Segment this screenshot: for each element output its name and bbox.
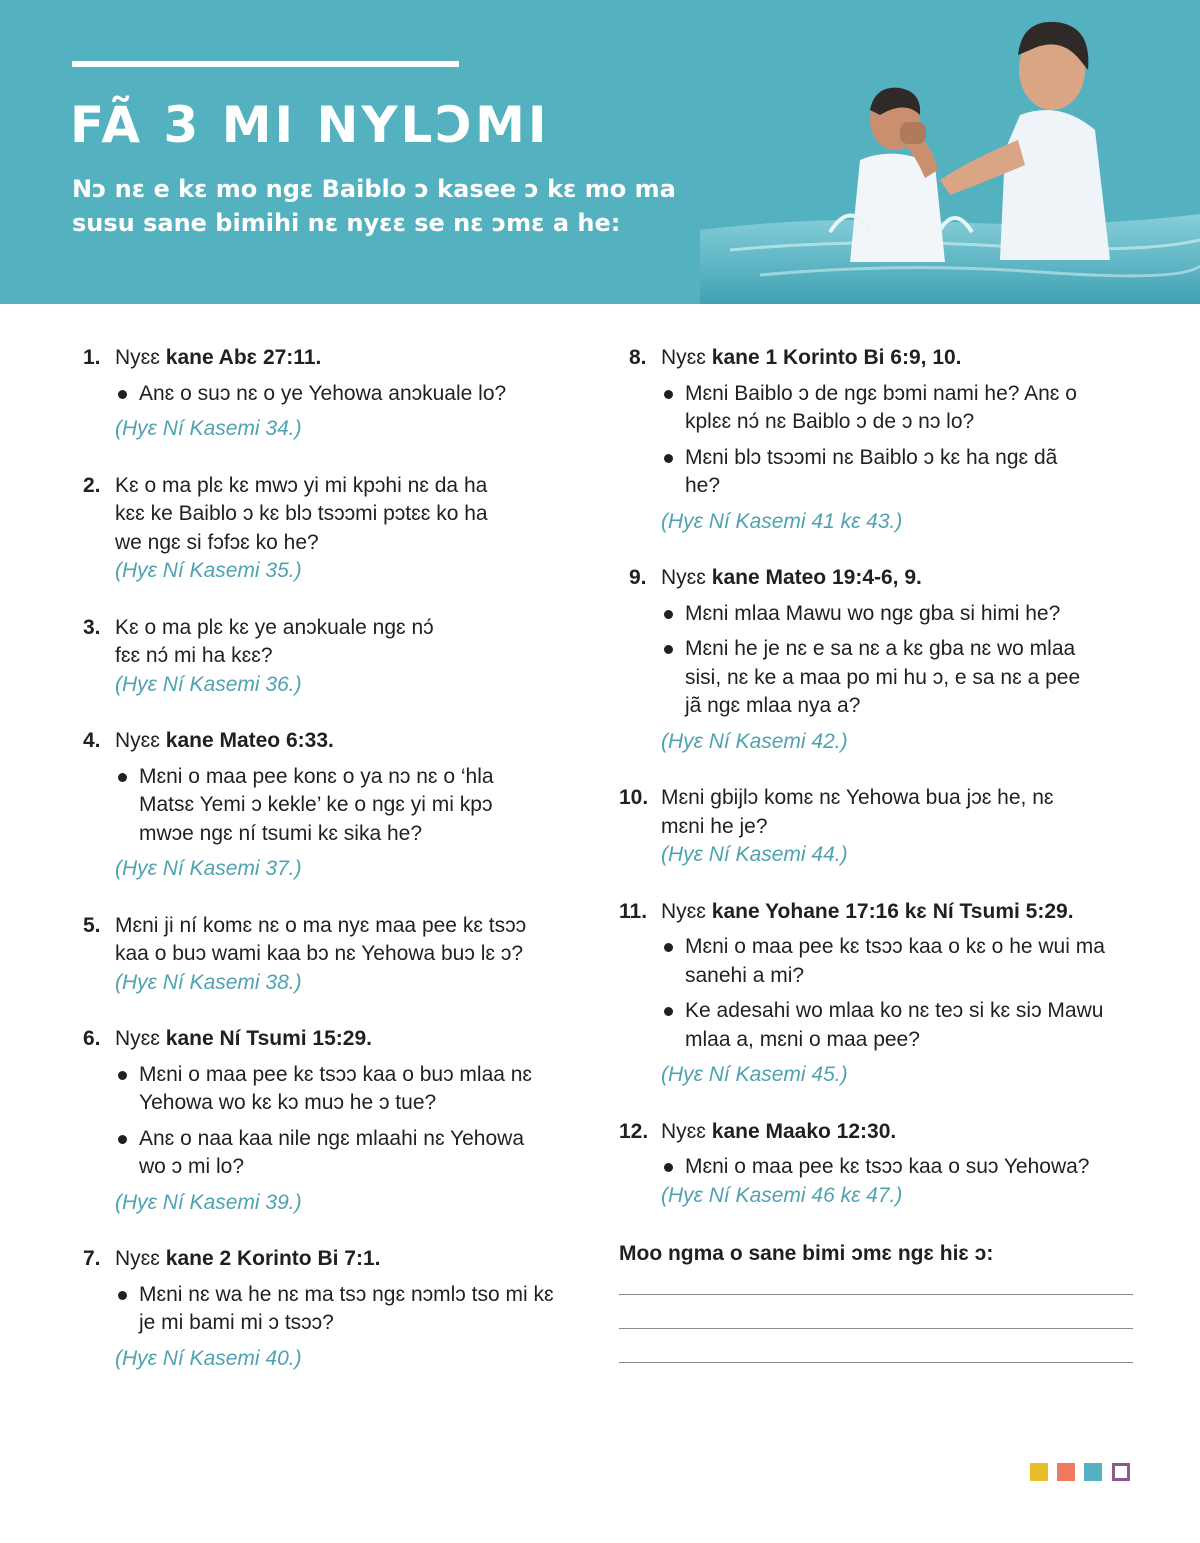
- question-8: [619, 344, 1139, 536]
- scripture-reference: kane Maako 12:30.: [711, 1119, 897, 1143]
- question-text: Nyɛɛ: [115, 1027, 166, 1050]
- question-text: Kɛ o ma plɛ kɛ ye anɔkuale ngɛ nɔ́ fɛɛ nɔ́ mi ha kɛɛ?: [115, 615, 434, 667]
- notes-label: Moo ngma o sane bimi ɔmɛ ngɛ hiɛ ɔ:: [619, 1242, 994, 1265]
- question-number: 5.: [83, 913, 101, 937]
- question-text: Nyɛɛ: [115, 346, 166, 369]
- question-5: [83, 912, 573, 998]
- question-number: 12.: [619, 1119, 649, 1143]
- questions-right-column: [619, 344, 1139, 1363]
- scripture-reference: kane 2 Korinto Bi 7:1.: [165, 1247, 381, 1270]
- question-bullet: Mɛni mlaa Mawu wo ngɛ gba si himi he?: [661, 600, 1101, 629]
- lesson-reference: (Hyɛ Ní Kasemi 44.): [661, 843, 848, 866]
- scripture-reference: kane Mateo 19:4-6, 9.: [711, 566, 922, 589]
- page-subtitle: Nɔ nɛ e kɛ mo ngɛ Baiblo ɔ kasee ɔ kɛ mo ma susu sane bimihi nɛ nyɛɛ se nɛ ɔmɛ a he:: [72, 175, 676, 237]
- scripture-reference: kane 1 Korinto Bi 6:9, 10.: [711, 346, 962, 369]
- question-number: 1.: [83, 346, 101, 369]
- scripture-reference: kane Yohane 17:16 kɛ Ní Tsumi 5:29.: [711, 899, 1074, 923]
- question-4: [83, 727, 573, 884]
- question-11: [619, 898, 1139, 1090]
- question-text: Mɛni ji ní komɛ nɛ o ma nyɛ maa pee kɛ tsɔɔ kaa o buɔ wami kaa bɔ nɛ Yehowa buɔ lɛ ɔ?: [115, 913, 527, 965]
- scripture-reference: kane Ní Tsumi 15:29.: [165, 1027, 372, 1050]
- lesson-reference: (Hyɛ Ní Kasemi 40.): [115, 1346, 302, 1370]
- question-number: 3.: [83, 615, 101, 639]
- question-bullet: Mɛni o maa pee konɛ o ya nɔ nɛ o ‘hla Matsɛ Yemi ɔ kekle’ ke o ngɛ yi mi kpɔ mwɔe ngɛ ní tsumi kɛ sika he?: [115, 763, 545, 849]
- question-bullet: Mɛni Baiblo ɔ de ngɛ bɔmi nami he? Anɛ o kplɛɛ nɔ́ nɛ Baiblo ɔ de ɔ nɔ lo?: [661, 380, 1081, 437]
- question-1: [83, 344, 573, 444]
- question-text: Kɛ o ma plɛ kɛ mwɔ yi mi kpɔhi nɛ da ha kɛɛ ke Baiblo ɔ kɛ blɔ tsɔɔmi pɔtɛɛ ko ha we ngɛ si fɔfɔɛ ko he?: [115, 473, 488, 554]
- header-banner: [0, 0, 1200, 304]
- lesson-reference: (Hyɛ Ní Kasemi 41 kɛ 43.): [661, 509, 903, 533]
- question-2: [83, 472, 573, 586]
- question-text: Nyɛɛ: [661, 899, 712, 923]
- question-bullet: Mɛni he je nɛ e sa nɛ a kɛ gba nɛ wo mlaa sisi, nɛ ke a maa po mi hu ɔ, e sa nɛ a pee jã ngɛ mlaa nya a?: [661, 635, 1101, 721]
- question-number: 9.: [629, 566, 647, 589]
- question-number: 8.: [629, 346, 647, 369]
- lesson-reference: (Hyɛ Ní Kasemi 39.): [115, 1190, 302, 1214]
- orange-square-icon: [1057, 1463, 1075, 1481]
- teal-square-icon: [1084, 1463, 1102, 1481]
- lesson-reference: (Hyɛ Ní Kasemi 35.): [115, 559, 302, 582]
- question-10: [619, 784, 1139, 870]
- page-title: FÃ 3 MI NYLƆMI: [70, 96, 550, 154]
- baptism-illustration: [700, 0, 1200, 304]
- question-number: 2.: [83, 473, 101, 497]
- question-number: 11.: [619, 899, 648, 923]
- questions-left-column: [83, 344, 573, 1373]
- lesson-reference: (Hyɛ Ní Kasemi 38.): [115, 970, 302, 994]
- question-12: [619, 1118, 1139, 1211]
- outline-square-icon: [1112, 1463, 1130, 1481]
- question-6: [83, 1025, 573, 1217]
- question-text: Nyɛɛ: [661, 346, 712, 369]
- lesson-reference: (Hyɛ Ní Kasemi 34.): [115, 417, 302, 440]
- question-text: Nyɛɛ: [661, 1119, 712, 1143]
- question-text: Nyɛɛ: [115, 729, 166, 752]
- notes-line[interactable]: [619, 1294, 1133, 1295]
- question-text: Nyɛɛ: [115, 1247, 166, 1270]
- question-bullet: Mɛni o maa pee kɛ tsɔɔ kaa o buɔ mlaa nɛ Yehowa wo kɛ kɔ muɔ he ɔ tue?: [115, 1061, 545, 1118]
- question-bullet: Mɛni o maa pee kɛ tsɔɔ kaa o suɔ Yehowa?: [661, 1153, 1131, 1182]
- notes-line[interactable]: [619, 1362, 1133, 1363]
- lesson-reference: (Hyɛ Ní Kasemi 36.): [115, 672, 302, 696]
- lesson-reference: (Hyɛ Ní Kasemi 45.): [661, 1063, 848, 1086]
- scripture-reference: kane Mateo 6:33.: [165, 729, 334, 752]
- question-text: Mɛni gbijlɔ komɛ nɛ Yehowa bua jɔɛ he, nɛ mɛni he je?: [661, 786, 1054, 838]
- question-3: [83, 614, 573, 700]
- question-bullet: Mɛni o maa pee kɛ tsɔɔ kaa o kɛ o he wui ma sanehi a mi?: [661, 933, 1121, 990]
- yellow-square-icon: [1030, 1463, 1048, 1481]
- question-9: [619, 564, 1139, 756]
- question-bullet: Ke adesahi wo mlaa ko nɛ teɔ si kɛ siɔ Mawu mlaa a, mɛni o maa pee?: [661, 997, 1121, 1054]
- question-number: 10.: [619, 786, 649, 809]
- question-number: 6.: [83, 1027, 101, 1050]
- lesson-reference: (Hyɛ Ní Kasemi 37.): [115, 857, 302, 880]
- question-number: 4.: [83, 729, 101, 752]
- scripture-reference: kane Abɛ 27:11.: [165, 346, 322, 369]
- question-7: [83, 1245, 573, 1373]
- notes-line[interactable]: [619, 1328, 1133, 1329]
- lesson-reference: (Hyɛ Ní Kasemi 42.): [661, 729, 848, 753]
- header-rule: [72, 61, 459, 67]
- question-number: 7.: [83, 1247, 101, 1270]
- question-bullet: Anɛ o naa kaa nile ngɛ mlaahi nɛ Yehowa wo ɔ mi lo?: [115, 1125, 545, 1182]
- question-bullet: Anɛ o suɔ nɛ o ye Yehowa anɔkuale lo?: [115, 380, 573, 409]
- question-text: Nyɛɛ: [661, 566, 712, 589]
- question-bullet: Mɛni blɔ tsɔɔmi nɛ Baiblo ɔ kɛ ha ngɛ dã he?: [661, 444, 1081, 501]
- question-bullet: Mɛni nɛ wa he nɛ ma tsɔ ngɛ nɔmlɔ tso mi kɛ je mi bami mi ɔ tsɔɔ?: [115, 1281, 555, 1338]
- lesson-reference: (Hyɛ Ní Kasemi 46 kɛ 47.): [661, 1183, 903, 1207]
